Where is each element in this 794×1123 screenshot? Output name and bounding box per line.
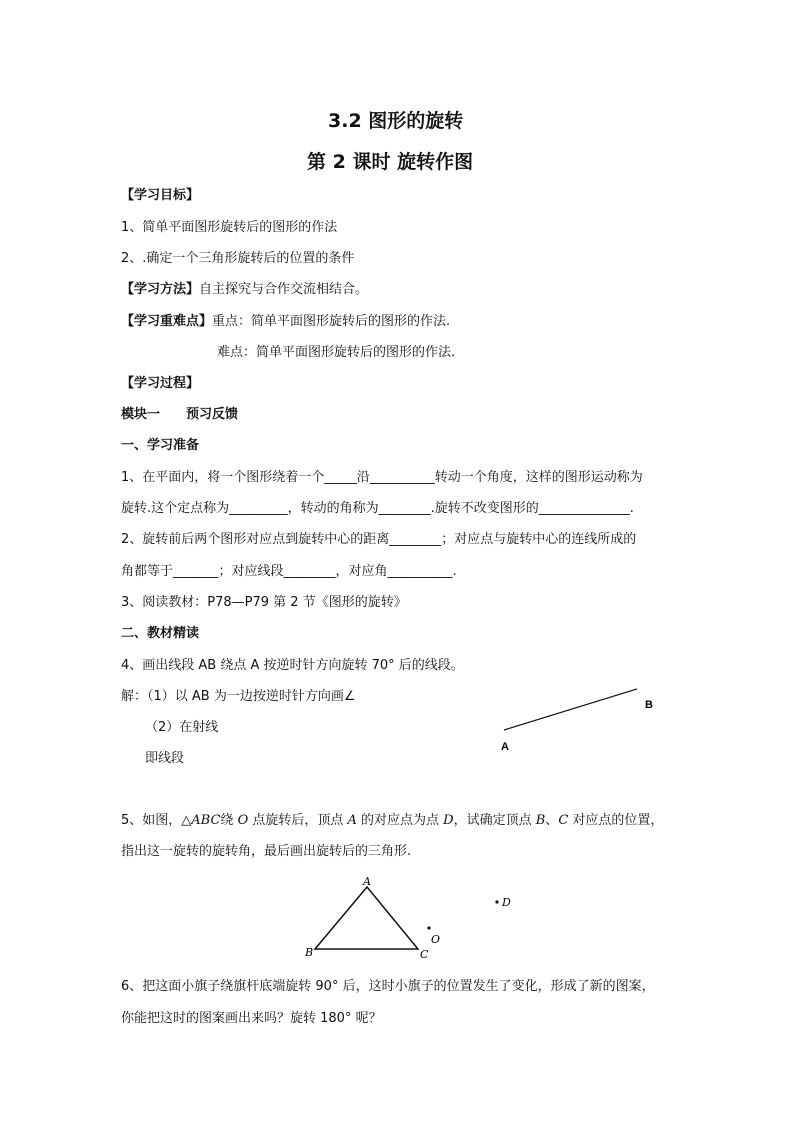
q5-point-d: D [443, 813, 454, 828]
segment-ab-figure [495, 680, 665, 755]
q5-point-a: A [347, 813, 357, 828]
q5-triangle-name: ABC [191, 813, 221, 828]
page-title: 3.2 图形的旋转 [328, 110, 464, 132]
method-line [121, 281, 368, 298]
question-4-solution-3: 即线段 [145, 751, 185, 766]
objective-item-2: 2、.确定一个三角形旋转后的位置的条件 [121, 251, 355, 266]
keypoints-key: 重点：简单平面图形旋转后的图形的作法. [212, 314, 451, 329]
q5-text-f: 、 [545, 813, 559, 828]
question-4-solution-1: 解：（1）以 AB 为一边按逆时针方向画∠ [121, 689, 356, 704]
question-3: 3、阅读教材：P78—P79 第 2 节《图形的旋转》 [121, 595, 407, 610]
triangle-label-c: C [420, 948, 429, 961]
objective-item-1: 1、简单平面图形旋转后的图形的作法 [121, 220, 338, 235]
q5-text-c: 点旋转后，顶点 [248, 813, 348, 828]
segment-label-a: A [501, 741, 509, 753]
method-label: 【学习方法】 [121, 282, 200, 297]
page-subtitle: 第 2 课时 旋转作图 [307, 151, 474, 173]
method-text: 自主探究与合作交流相结合。 [199, 282, 369, 297]
keypoints-difficult: 难点：简单平面图形旋转后的图形的作法. [217, 345, 456, 360]
point-d-dot [495, 900, 498, 903]
question-5-line-1 [121, 812, 663, 829]
q5-text-e: ，试确定顶点 [453, 813, 536, 828]
question-2-line-1: 2、旋转前后两个图形对应点到旋转中心的距离________；对应点与旋转中心的连线所成的 [121, 532, 637, 547]
point-o-dot [427, 926, 430, 929]
triangle-label-d: D [502, 896, 511, 909]
segment-label-b: B [645, 699, 653, 711]
q5-text-d: 的对应点为点 [356, 813, 444, 828]
keypoints-line [121, 313, 450, 330]
question-4-solution-2: （2）在射线 [145, 720, 219, 735]
q5-text-a: 5、如图，△ [121, 813, 192, 828]
question-1-line-2: 旋转.这个定点称为_________，转动的角称为________.旋转不改变图形的______________. [121, 501, 634, 516]
q5-point-c: C [558, 813, 569, 828]
section-1-heading: 一、学习准备 [121, 438, 200, 453]
segment-ab-line [504, 689, 637, 730]
triangle-label-a: A [363, 875, 371, 888]
q5-point-o: O [237, 813, 249, 828]
module-heading: 模块一 预习反馈 [121, 407, 239, 422]
question-5-line-2: 指出这一旋转的旋转角，最后画出旋转后的三角形. [121, 844, 412, 859]
question-2-line-2: 角都等于_______；对应线段________，对应角__________. [121, 564, 457, 579]
triangle-abc [315, 887, 418, 949]
triangle-label-b: B [305, 946, 314, 959]
objectives-heading: 【学习目标】 [121, 188, 200, 203]
q5-text-g: 对应点的位置， [568, 813, 664, 828]
q5-point-b: B [535, 813, 546, 828]
triangle-label-o: O [431, 933, 441, 946]
triangle-figure [300, 872, 525, 964]
question-1-line-1: 1、在平面内，将一个图形绕着一个_____沿__________转动一个角度，这样的图形运动称为 [121, 470, 643, 485]
question-4: 4、画出线段 AB 绕点 A 按逆时针方向旋转 70° 后的线段。 [121, 658, 464, 673]
section-2-heading: 二、教材精读 [121, 626, 200, 641]
q5-text-b: 绕 [220, 813, 238, 828]
question-6-line-2: 你能把这时的图案画出来吗？旋转 180° 呢？ [121, 1011, 382, 1026]
question-6-line-1: 6、把这面小旗子绕旗杆底端旋转 90° 后，这时小旗子的位置发生了变化，形成了新的图案， [121, 979, 655, 994]
process-heading: 【学习过程】 [121, 376, 200, 391]
keypoints-label: 【学习重难点】 [121, 314, 213, 329]
